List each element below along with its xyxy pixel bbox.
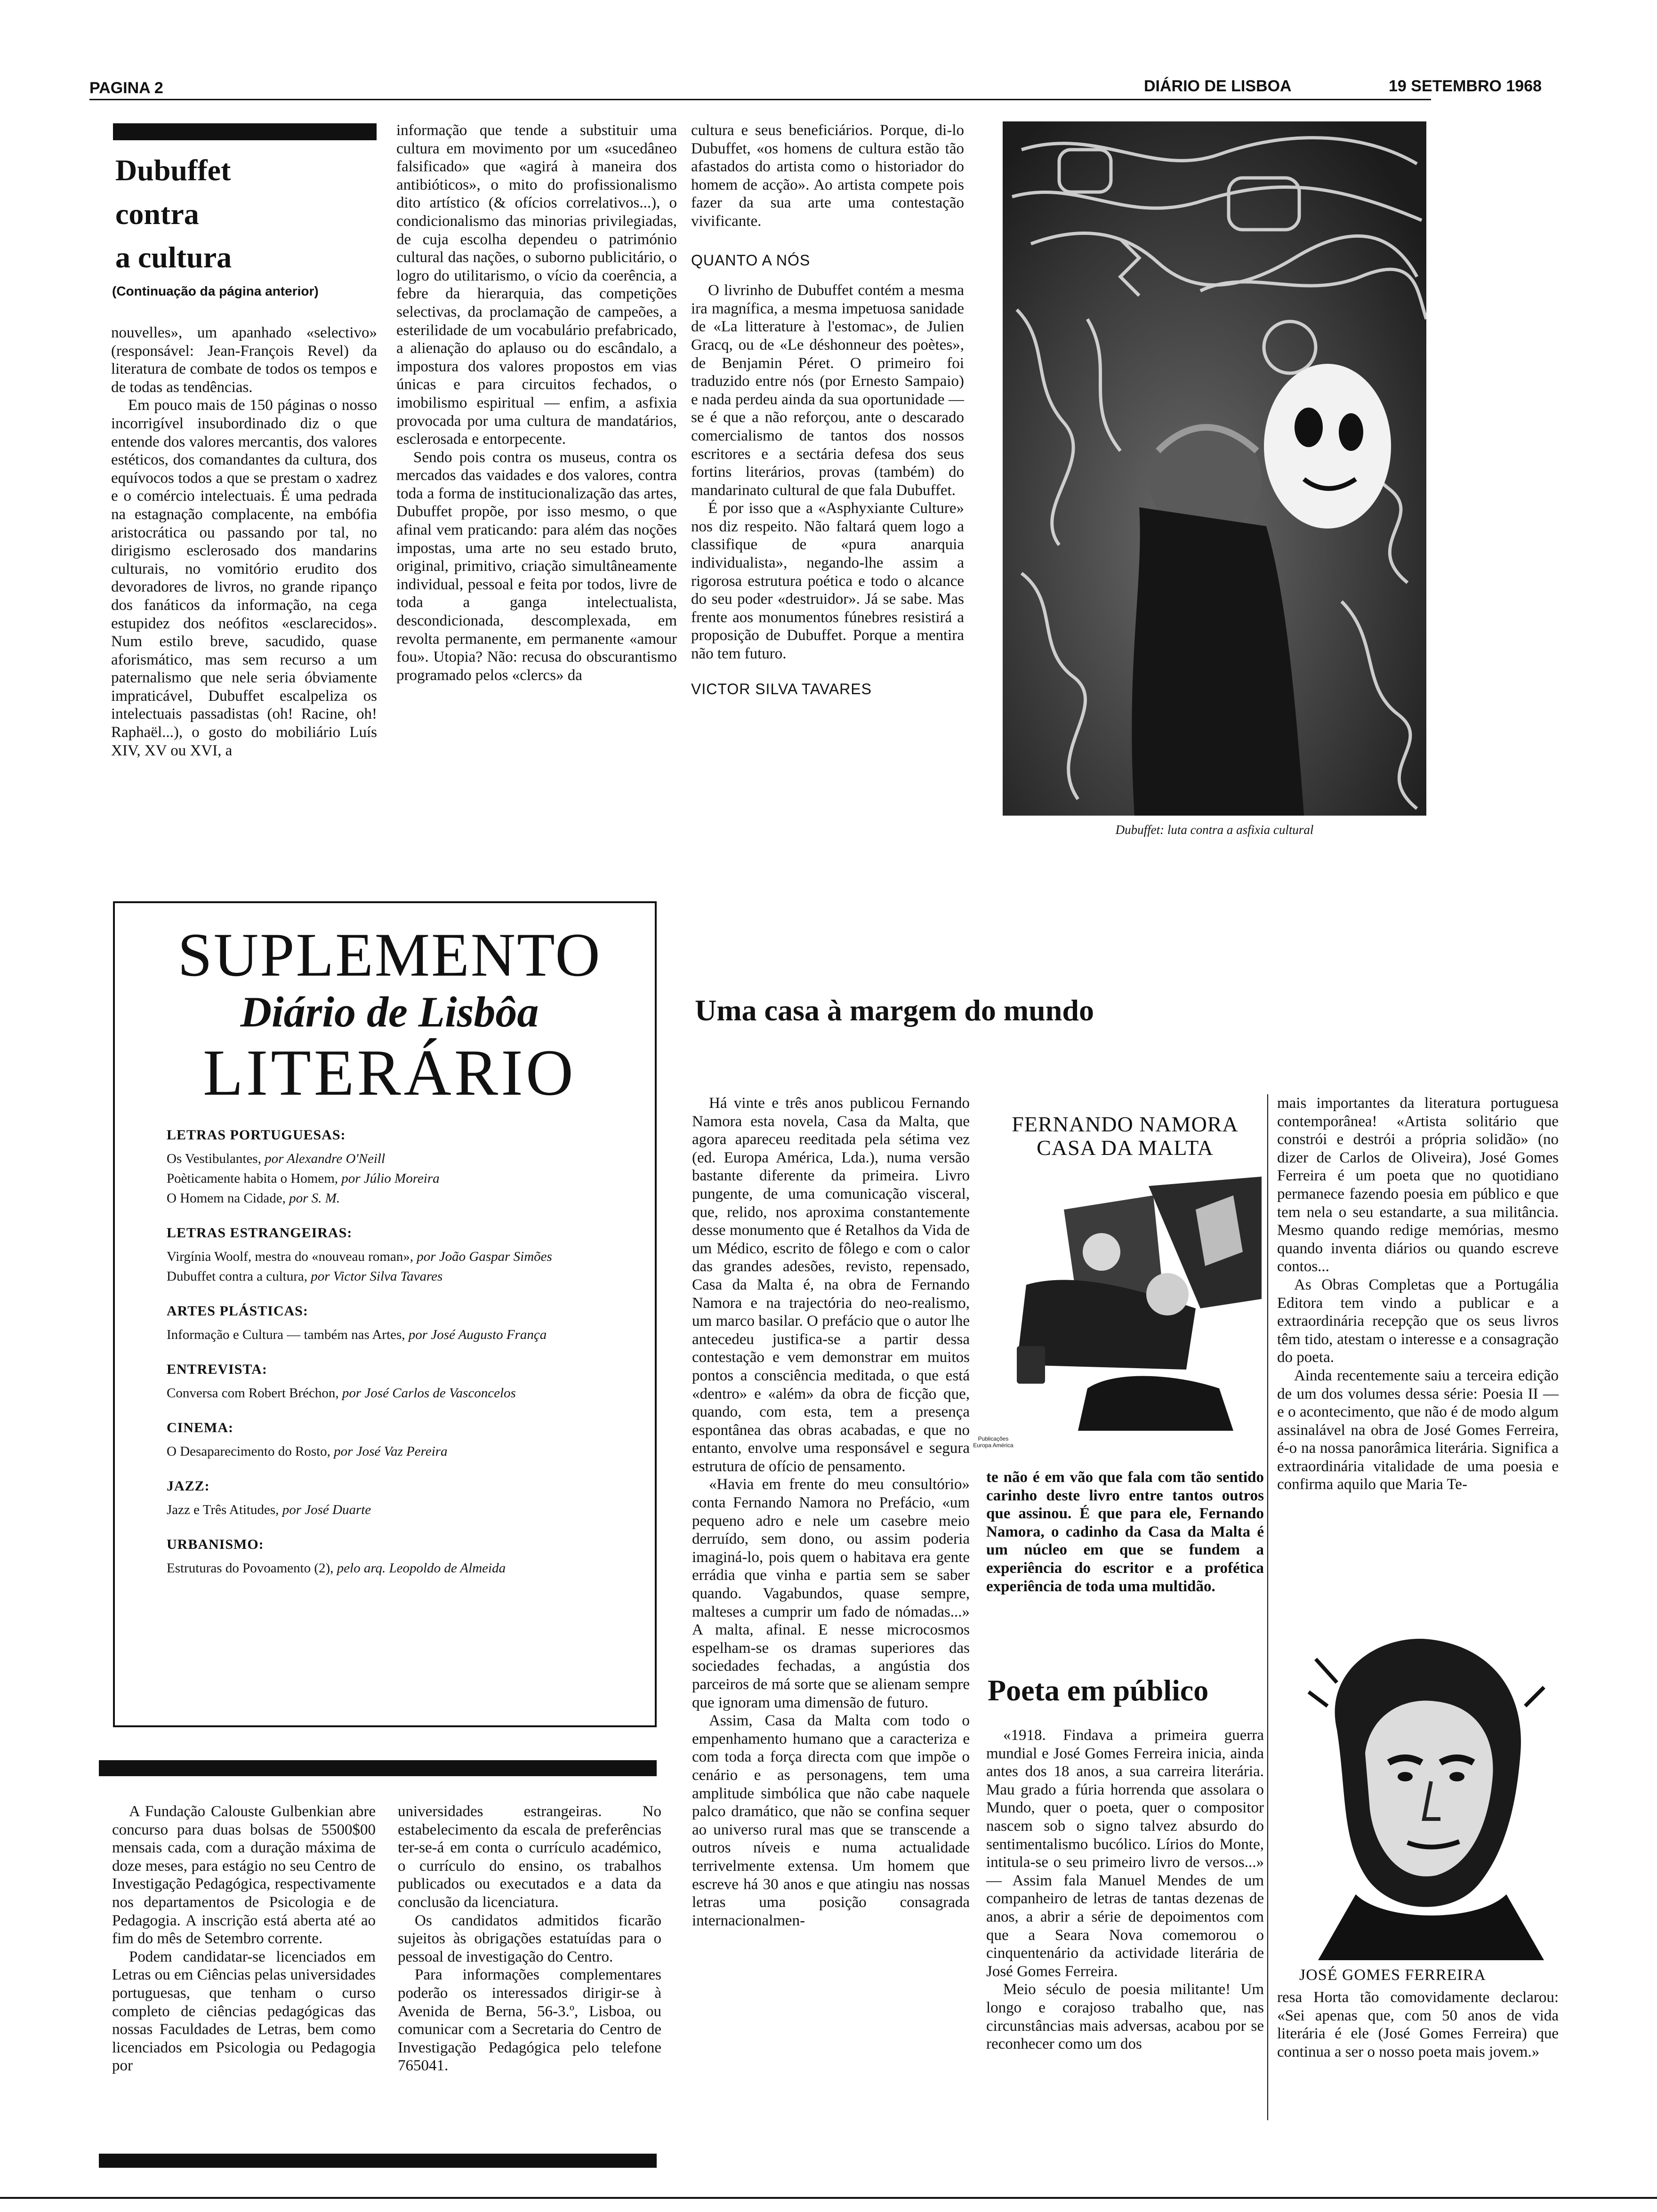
toc-item-title: Virgínia Woolf, mestra do «nouveau roman», <box>167 1249 417 1264</box>
casa-column-2 <box>986 1468 1264 1595</box>
toc-item-author: por José Carlos de Vasconcelos <box>342 1386 516 1401</box>
dubuffet-column-3 <box>691 121 964 710</box>
paragraph: As Obras Completas que a Portugália Editora tem vindo a publicar e a extraordinária recepção que os seus livros têm tido, atestam o interesse e a consagração do poeta. <box>1277 1276 1559 1366</box>
paragraph: nouvelles», um apanhado «selectivo» (responsável: Jean-François Revel) da literatura de combate de todos os tempos e de todas as tendências. <box>111 324 377 396</box>
gulbenkian-bottom-bar <box>99 2154 657 2168</box>
paragraph: Em pouco mais de 150 páginas o nosso incorrigível insubordinado diz o que entende dos valores mercantis, dos valores estéticos, dos comandantes da cultura, dos equívocos todos a que se prestam o xadrez e o comércio intelectuais. É uma pedrada na estagnação complacente, na embófia aristocrática ou passando por tal, no dirigismo esclerosado dos mandarins culturais, no vomitório erudito dos devoradores de livros, no grande ripanço dos fanáticos da informação, na cega estupidez dos neófitos «esclarecidos». Num estilo breve, sacudido, quase aforismático, mas sem recurso a um paternalismo que nele seria óbviamente impraticável, Dubuffet escalpeliza os intelectuais passadistas (oh! Racine, oh! Raphaël...), o gosto do mobiliário Luís XIV, XV ou XVI, a <box>111 397 377 759</box>
paragraph: Meio século de poesia militante! Um longo e corajoso trabalho que, nas circunstâncias mais adversas, acabou por se reconhecer como um dos <box>986 1981 1264 2053</box>
paragraph: te não é em vão que fala com tão sentido carinho deste livro entre tantos outros que assinou. É que para ele, Fernando Namora, o cadinho da Casa da Malta é um núcleo em que se fundem a experiência do escritor e a profética experiência de toda uma multidão. <box>986 1469 1264 1595</box>
casa-cover-photo <box>998 1167 1262 1459</box>
suplemento-masthead: Diário de Lisbôa <box>240 988 539 1036</box>
toc-item <box>167 1189 612 1207</box>
gulbenkian-top-bar <box>99 1760 657 1776</box>
dubuffet-photo-image <box>1003 121 1426 816</box>
dubuffet-top-bar <box>113 123 377 140</box>
toc-section-heading: ENTREVISTA: <box>167 1362 267 1377</box>
toc-item-author: por José Vaz Pereira <box>334 1444 448 1459</box>
poeta-portrait-image <box>1280 1612 1558 1960</box>
toc-item <box>167 1267 612 1285</box>
poeta-column-2 <box>1277 1094 1559 1494</box>
toc-item-author: por José Duarte <box>282 1502 371 1517</box>
column-rule <box>1267 1094 1268 2120</box>
toc-item-title: Conversa com Robert Bréchon, <box>167 1386 342 1401</box>
paragraph: Ainda recentemente saiu a terceira edição de um dos volumes dessa série: Poesia II — e o acontecimento, que não é de modo algum assinalável na obra de José Gomes Ferreira, é-o na nossa panorâmica literária. Significa a extraordinária vitalidade de uma poesia e confirma aquilo que Maria Te- <box>1277 1367 1559 1493</box>
dubuffet-title-line3: a cultura <box>115 240 232 274</box>
dubuffet-title-line2: contra <box>115 197 199 231</box>
toc-item <box>167 1501 612 1519</box>
poeta-column-1 <box>986 1726 1264 2053</box>
toc-section-heading: JAZZ: <box>167 1478 210 1494</box>
paragraph: A Fundação Calouste Gulbenkian abre concurso para duas bolsas de 5500$00 mensais cada, com a duração máxima de doze meses, para estágio no seu Centro de Investigação Pedagógica, respectivamente nos departamentos de Psicologia e de Pedagogia. A inscrição está aberta até ao fim do mês de Setembro corrente. <box>112 1803 376 1948</box>
dubuffet-title-line1: Dubuffet <box>115 153 231 187</box>
toc-item-title: O Desaparecimento do Rosto, <box>167 1444 334 1459</box>
toc-section-heading: ARTES PLÁSTICAS: <box>167 1303 308 1319</box>
subheading-quanto-a-nos: QUANTO A NÓS <box>691 251 811 269</box>
suplemento-title: SUPLEMENTO <box>177 920 602 989</box>
paragraph: Podem candidatar-se licenciados em Letras ou em Ciências pelas universidades portuguesas, que tenham o curso completo de ciências pedagógicas das nossas Faculdades de Letras, bem como licenciados em Psicologia ou Pedagogia por <box>112 1948 376 2075</box>
toc-item-author: por S. M. <box>289 1191 340 1206</box>
casa-publisher: Publicações Europa América <box>973 1435 1014 1449</box>
paragraph: Sendo pois contra os museus, contra os mercados das vaidades e dos valores, contra toda a forma de institucionalização das artes, Dubuffet propõe, por isso mesmo, o que afinal vem praticando: para além das noções impostas, uma arte no seu estado bruto, original, primitivo, criação simultâneamente individual, pessoal e feita por todos, livre de toda a ganga intelectualista, descondicionada, descomplexada, em revolta permanente, em permanente «amour fou». Utopia? Não: recusa do obscurantismo programado pelos «clercs» da <box>396 449 677 684</box>
toc-section-heading: LETRAS PORTUGUESAS: <box>167 1127 346 1143</box>
toc-section-heading: URBANISMO: <box>167 1537 264 1552</box>
paragraph: Assim, Casa da Malta com todo o empenhamento humano que a caracteriza e com toda a força directa com que impõe o cenário e as personagens, tem uma amplitude simbólica que não cabe naquele palco dramático, que não se confina sequer ao universo rural mas que se transcende a outros níveis e numa actualidade terrivelmente extensa. Um homem que escreve há 30 anos e que atingiu nas nossas letras uma posição consagrada internacionalmen- <box>692 1712 970 1929</box>
toc-item <box>167 1170 612 1187</box>
toc-item-author: pelo arq. Leopoldo de Almeida <box>337 1561 506 1576</box>
paragraph: «Havia em frente do meu consultório» conta Fernando Namora no Prefácio, «um pequeno adro e nele um casebre meio derruído, sem dono, ou assim poderia imaginá-lo, pois quem o habitava era gente errádia que vinha e partia sem se saber quando. Vagabundos, quase sempre, malteses a cumprir um fado de nómadas...» A malta, afinal. E nesse microcosmos espelham-se os dramas superiores das sociedades fechadas, a angústia dos parceiros de má sorte que se alienam sempre que ignoram uma dimensão de futuro. <box>692 1476 970 1711</box>
dubuffet-continuation: (Continuação da página anterior) <box>112 284 319 298</box>
bottom-page-rule <box>0 2197 1657 2199</box>
paragraph: cultura e seus beneficiários. Porque, di-lo Dubuffet, «os homens de cultura estão tão afastados do artista como o historiador do homem de acção». Ao artista compete pois fazer da sua arte uma contestação vivificante. <box>691 122 964 230</box>
gulbenkian-column-2 <box>398 1803 661 2075</box>
paragraph: «1918. Findava a primeira guerra mundial e José Gomes Ferreira inicia, ainda antes dos 18 anos, a sua carreira literária. Mau grado a fúria horrenda que assolara o Mundo, quer o poeta, quer o compositor nascem sob o signo talvez absurdo do sentimentalismo bucólico. Lírios do Monte, intitula-se o seu primeiro livro de versos...» — Assim fala Manuel Mendes de um companheiro de letras de tantas dezenas de anos, a abrir a série de depoimentos com que a Seara Nova comemorou o cinquentenário da actividade literária de José Gomes Ferreira. <box>986 1727 1264 1980</box>
toc-item-title: O Homem na Cidade, <box>167 1191 290 1206</box>
toc-item <box>167 1248 612 1266</box>
gulbenkian-column-1 <box>112 1803 376 2075</box>
toc-item <box>167 1559 612 1577</box>
suplemento-literario: LITERÁRIO <box>203 1036 576 1109</box>
toc-item-title: Jazz e Três Atitudes, <box>167 1502 282 1517</box>
toc-section-heading: LETRAS ESTRANGEIRAS: <box>167 1225 353 1241</box>
poeta-title: Poeta em público <box>988 1674 1209 1707</box>
casa-title: Uma casa à margem do mundo <box>695 994 1094 1027</box>
paragraph: Os candidatos admitidos ficarão sujeitos às obrigações estatuídas para o pessoal de investigação do Centro. <box>398 1912 661 1965</box>
paragraph: mais importantes da literatura portuguesa contemporânea! «Artista solitário que constrói e destrói a própria solidão» (no dizer de Carlos de Oliveira), José Gomes Ferreira é um poeta que no quotidiano permanece fazendo poesia em público e que tem nela o seu estandarte, a sua militância. Mesmo quando redige memórias, mesmo quando inventa diários ou quando escreve contos... <box>1277 1095 1559 1275</box>
toc-item-author: por Júlio Moreira <box>341 1171 440 1186</box>
paragraph: O livrinho de Dubuffet contém a mesma ira magnífica, a mesma impetuosa sanidade de «La litterature à l'estomac», de Julien Gracq, ou de «Le déshonneur des poètes», de Benjamin Péret. O primeiro foi traduzido entre nós (por Ernesto Sampaio) e nada perdeu ainda da sua oportunidade — se é que a não reforçou, ante o descarado comercialismo de tantos dos nossos escritores e a sectária defesa dos seus fortins literários, provas (também) do mandarinato cultural de que fala Dubuffet. <box>691 282 964 499</box>
paragraph: Para informações complementares poderão os interessados dirigir-se à Avenida de Berna, 56-3.º, Lisboa, ou comunicar com a Secretaria do Centro de Investigação Pedagógica pelo telefone 765041. <box>398 1966 661 2075</box>
dubuffet-column-1 <box>111 324 377 760</box>
toc-item <box>167 1443 612 1460</box>
toc-item-title: Estruturas do Povoamento (2), <box>167 1561 337 1576</box>
toc-item-author: por Alexandre O'Neill <box>265 1151 385 1166</box>
dubuffet-photo <box>1003 121 1426 816</box>
newspaper-name: DIÁRIO DE LISBOA <box>1144 77 1292 95</box>
paragraph: É por isso que a «Asphyxiante Culture» nos diz respeito. Não faltará quem logo a classifique de «pura anarquia individualista», negando-lhe assim a rigorosa estrutura poética e todo o alcance do seu poder «destruidor». Já se sabe. Mas frente aos monumentos fúnebres resistirá a proposição de Dubuffet. Porque a mentira não tem futuro. <box>691 500 964 663</box>
header-rule <box>89 99 1431 100</box>
casa-book-title: CASA DA MALTA <box>1037 1136 1214 1160</box>
dubuffet-author: VICTOR SILVA TAVARES <box>691 680 872 697</box>
toc-item-author: por Victor Silva Tavares <box>311 1269 443 1284</box>
issue-date: 19 SETEMBRO 1968 <box>1389 77 1542 95</box>
paragraph: resa Horta tão comovidamente declarou: «Sei apenas que, com 50 anos de vida literária é ele (José Gomes Ferreira) que continua a ser o nosso poeta mais jovem.» <box>1277 1989 1559 2060</box>
page-number: PAGINA 2 <box>89 79 163 97</box>
toc-item-author: por José Augusto França <box>408 1327 547 1342</box>
suplemento-contents <box>167 1127 612 1577</box>
poeta-column-2-end <box>1277 1988 1559 2061</box>
paragraph: universidades estrangeiras. No estabelecimento da escala de preferências ter-se-á em conta o currículo académico, o currículo do ensino, os trabalhos publicados ou executados e a data da conclusão da licenciatura. <box>398 1803 661 1911</box>
poeta-portrait-caption: JOSÉ GOMES FERREIRA <box>1299 1966 1486 1984</box>
toc-item <box>167 1326 612 1344</box>
toc-item <box>167 1150 612 1168</box>
toc-item-title: Os Vestibulantes, <box>167 1151 265 1166</box>
suplemento-box <box>113 901 657 1727</box>
dubuffet-column-2 <box>396 121 677 684</box>
toc-item-title: Informação e Cultura — também nas Artes, <box>167 1327 409 1342</box>
casa-book-author: FERNANDO NAMORA <box>1012 1112 1239 1136</box>
paragraph: informação que tende a substituir uma cultura em movimento por um «sucedâneo falsificado» que «agirá à maneira dos antibióticos», o mito do profissionalismo dito artístico (& ofícios correlativos...), o condicionalismo das minorias privilegiadas, de cuja escolha dependeu o património cultural das nações, o suborno publicitário, o logro do utilitarismo, o vício da coerência, a febre da hierarquia, das competições selectivas, da proclamação de campeões, a esterilidade de um vocabulário prefabricado, a alienação do aplauso ou do escândalo, a impostura dos valores propostos em vias únicas e para circuitos fechados, o imobilismo espiritual — enfim, a asfixia provocada por uma cultura de mandatários, esclerosada e entorpecente. <box>396 122 677 448</box>
toc-section-heading: CINEMA: <box>167 1420 233 1435</box>
paragraph: Há vinte e três anos publicou Fernando Namora esta novela, Casa da Malta, que agora apareceu reeditada pela sétima vez (ed. Europa América, Lda.), numa versão bastante diferente da primeira. Livro pungente, de uma comunicação visceral, que, relido, nos aproxima constantemente desse monumento que é Retalhos da Vida de um Médico, escrito de fôlego e com o calor das grandes adesões, revisto, repensado, Casa da Malta é, na obra de Fernando Namora e na trajectória do neo-realismo, um marco basilar. O prefácio que o autor lhe antecedeu justifica-se a partir dessa contestação e vem demonstrar em muitos pontos a consciência meditada, o que está «dentro» e «além» da obra de ficção que, quando, com esta, tem a presença espontânea das obras acabadas, e que no entanto, envolve uma responsável e segura estrutura de ofício de pensamento. <box>692 1095 970 1475</box>
toc-item-title: Dubuffet contra a cultura, <box>167 1269 311 1284</box>
dubuffet-photo-caption: Dubuffet: luta contra a asfixia cultural <box>1115 823 1314 837</box>
toc-item-title: Poèticamente habita o Homem, <box>167 1171 342 1186</box>
poeta-portrait <box>1280 1612 1558 1960</box>
toc-item <box>167 1384 612 1402</box>
toc-item-author: por João Gaspar Simões <box>417 1249 552 1264</box>
casa-cover-image <box>998 1167 1262 1459</box>
casa-column-1 <box>692 1094 970 1930</box>
